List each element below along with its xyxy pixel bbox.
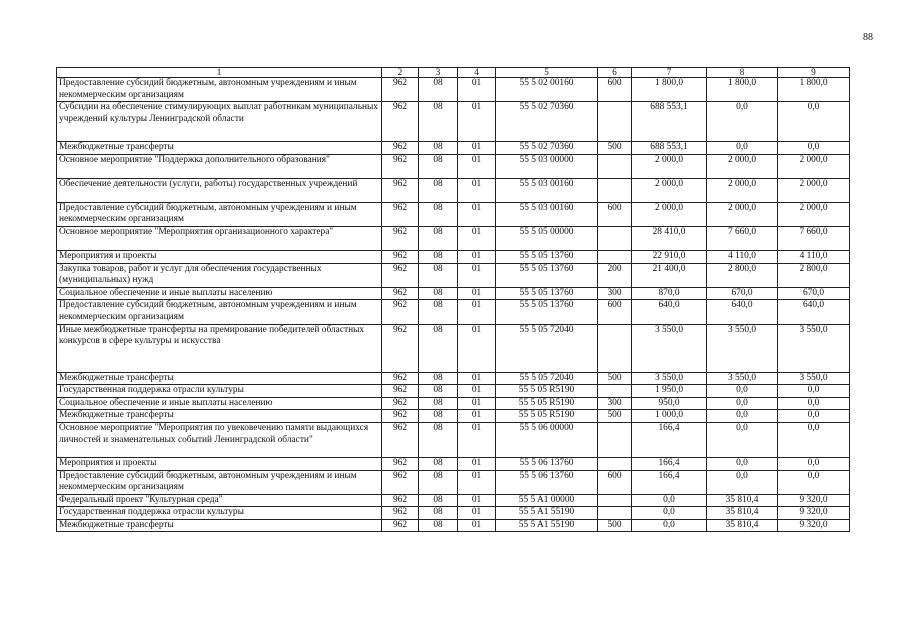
row-name: Государственная поддержка отрасли культуры bbox=[57, 507, 382, 520]
column-header: 7 bbox=[632, 68, 707, 78]
row-target-code: 55 5 05 13760 bbox=[496, 250, 598, 263]
row-amount-col7: 0,0 bbox=[632, 494, 707, 507]
row-admin-code: 962 bbox=[382, 154, 419, 178]
row-expense-type: 500 bbox=[598, 410, 632, 423]
row-amount-col9: 0,0 bbox=[778, 422, 850, 457]
column-header: 3 bbox=[419, 68, 458, 78]
row-amount-col8: 3 550,0 bbox=[707, 372, 778, 385]
row-section: 08 bbox=[419, 287, 458, 300]
row-amount-col9: 2 000,0 bbox=[778, 178, 850, 202]
row-amount-col9: 0,0 bbox=[778, 397, 850, 410]
row-subsection: 01 bbox=[458, 519, 496, 532]
row-expense-type: 600 bbox=[598, 78, 632, 102]
row-subsection: 01 bbox=[458, 263, 496, 287]
row-amount-col7: 166,4 bbox=[632, 457, 707, 470]
row-target-code: 55 5 05 R5190 bbox=[496, 397, 598, 410]
row-amount-col8: 0,0 bbox=[707, 470, 778, 494]
table-row bbox=[57, 470, 850, 494]
row-expense-type bbox=[598, 507, 632, 520]
row-expense-type: 500 bbox=[598, 372, 632, 385]
row-section: 08 bbox=[419, 494, 458, 507]
table-row bbox=[57, 324, 850, 372]
row-expense-type bbox=[598, 226, 632, 250]
row-section: 08 bbox=[419, 410, 458, 423]
table-row bbox=[57, 202, 850, 226]
row-expense-type bbox=[598, 102, 632, 142]
row-amount-col8: 35 810,4 bbox=[707, 507, 778, 520]
row-amount-col9: 3 550,0 bbox=[778, 324, 850, 372]
row-name: Закупка товаров, работ и услуг для обеспечения государственных (муниципальных) нужд bbox=[57, 263, 382, 287]
column-header: 4 bbox=[458, 68, 496, 78]
row-subsection: 01 bbox=[458, 178, 496, 202]
row-admin-code: 962 bbox=[382, 457, 419, 470]
row-admin-code: 962 bbox=[382, 142, 419, 155]
row-section: 08 bbox=[419, 178, 458, 202]
row-name: Межбюджетные трансферты bbox=[57, 372, 382, 385]
row-name: Субсидии на обеспечение стимулирующих выплат работникам муниципальных учреждений культуры Ленинградской области bbox=[57, 102, 382, 142]
row-admin-code: 962 bbox=[382, 263, 419, 287]
table-row bbox=[57, 78, 850, 102]
row-section: 08 bbox=[419, 519, 458, 532]
row-target-code: 55 5 05 00000 bbox=[496, 226, 598, 250]
row-subsection: 01 bbox=[458, 300, 496, 324]
row-name: Предоставление субсидий бюджетным, автономным учреждениям и иным некоммерческим организациям bbox=[57, 202, 382, 226]
row-section: 08 bbox=[419, 457, 458, 470]
table-row bbox=[57, 457, 850, 470]
row-name: Межбюджетные трансферты bbox=[57, 142, 382, 155]
header-row bbox=[57, 68, 850, 78]
row-expense-type: 600 bbox=[598, 470, 632, 494]
row-amount-col8: 670,0 bbox=[707, 287, 778, 300]
row-section: 08 bbox=[419, 263, 458, 287]
row-admin-code: 962 bbox=[382, 385, 419, 398]
row-amount-col7: 2 000,0 bbox=[632, 178, 707, 202]
row-amount-col7: 166,4 bbox=[632, 422, 707, 457]
row-admin-code: 962 bbox=[382, 178, 419, 202]
column-header: 9 bbox=[778, 68, 850, 78]
row-name: Межбюджетные трансферты bbox=[57, 519, 382, 532]
row-amount-col9: 9 320,0 bbox=[778, 507, 850, 520]
row-amount-col8: 0,0 bbox=[707, 410, 778, 423]
row-admin-code: 962 bbox=[382, 226, 419, 250]
row-expense-type bbox=[598, 457, 632, 470]
table-row bbox=[57, 250, 850, 263]
row-expense-type bbox=[598, 324, 632, 372]
row-section: 08 bbox=[419, 372, 458, 385]
row-amount-col8: 7 660,0 bbox=[707, 226, 778, 250]
row-amount-col9: 7 660,0 bbox=[778, 226, 850, 250]
row-amount-col7: 3 550,0 bbox=[632, 324, 707, 372]
row-subsection: 01 bbox=[458, 142, 496, 155]
row-expense-type bbox=[598, 178, 632, 202]
row-amount-col7: 2 000,0 bbox=[632, 202, 707, 226]
row-amount-col7: 2 000,0 bbox=[632, 154, 707, 178]
row-expense-type: 600 bbox=[598, 202, 632, 226]
row-admin-code: 962 bbox=[382, 397, 419, 410]
row-subsection: 01 bbox=[458, 78, 496, 102]
row-amount-col9: 9 320,0 bbox=[778, 494, 850, 507]
table-row bbox=[57, 154, 850, 178]
row-amount-col9: 2 800,0 bbox=[778, 263, 850, 287]
row-subsection: 01 bbox=[458, 324, 496, 372]
row-section: 08 bbox=[419, 324, 458, 372]
table-row bbox=[57, 397, 850, 410]
row-admin-code: 962 bbox=[382, 324, 419, 372]
row-subsection: 01 bbox=[458, 154, 496, 178]
row-subsection: 01 bbox=[458, 410, 496, 423]
row-amount-col9: 4 110,0 bbox=[778, 250, 850, 263]
row-target-code: 55 5 05 R5190 bbox=[496, 410, 598, 423]
row-section: 08 bbox=[419, 142, 458, 155]
row-section: 08 bbox=[419, 507, 458, 520]
row-amount-col7: 1 800,0 bbox=[632, 78, 707, 102]
row-admin-code: 962 bbox=[382, 287, 419, 300]
row-target-code: 55 5 03 00000 bbox=[496, 154, 598, 178]
row-subsection: 01 bbox=[458, 470, 496, 494]
row-expense-type: 500 bbox=[598, 142, 632, 155]
row-subsection: 01 bbox=[458, 372, 496, 385]
row-amount-col9: 1 800,0 bbox=[778, 78, 850, 102]
table-row bbox=[57, 507, 850, 520]
row-target-code: 55 5 06 13760 bbox=[496, 457, 598, 470]
row-target-code: 55 5 A1 00000 bbox=[496, 494, 598, 507]
table-row bbox=[57, 102, 850, 142]
row-amount-col8: 35 810,4 bbox=[707, 494, 778, 507]
row-amount-col8: 0,0 bbox=[707, 142, 778, 155]
row-amount-col7: 950,0 bbox=[632, 397, 707, 410]
row-target-code: 55 5 A1 55190 bbox=[496, 519, 598, 532]
row-admin-code: 962 bbox=[382, 102, 419, 142]
row-amount-col9: 0,0 bbox=[778, 142, 850, 155]
row-amount-col7: 1 950,0 bbox=[632, 385, 707, 398]
row-amount-col8: 0,0 bbox=[707, 385, 778, 398]
row-admin-code: 962 bbox=[382, 372, 419, 385]
row-amount-col9: 2 000,0 bbox=[778, 154, 850, 178]
row-amount-col9: 0,0 bbox=[778, 410, 850, 423]
row-target-code: 55 5 05 13760 bbox=[496, 300, 598, 324]
row-target-code: 55 5 05 13760 bbox=[496, 263, 598, 287]
row-name: Основное мероприятие "Мероприятия организационного характера" bbox=[57, 226, 382, 250]
row-target-code: 55 5 03 00160 bbox=[496, 178, 598, 202]
table-row bbox=[57, 519, 850, 532]
row-admin-code: 962 bbox=[382, 470, 419, 494]
row-amount-col9: 0,0 bbox=[778, 470, 850, 494]
row-amount-col8: 640,0 bbox=[707, 300, 778, 324]
row-name: Предоставление субсидий бюджетным, автономным учреждениям и иным некоммерческим организациям bbox=[57, 470, 382, 494]
row-subsection: 01 bbox=[458, 507, 496, 520]
row-subsection: 01 bbox=[458, 202, 496, 226]
row-subsection: 01 bbox=[458, 397, 496, 410]
row-amount-col9: 0,0 bbox=[778, 385, 850, 398]
row-target-code: 55 5 05 R5190 bbox=[496, 385, 598, 398]
row-section: 08 bbox=[419, 397, 458, 410]
row-expense-type bbox=[598, 422, 632, 457]
row-subsection: 01 bbox=[458, 494, 496, 507]
row-amount-col7: 0,0 bbox=[632, 507, 707, 520]
row-target-code: 55 5 02 70360 bbox=[496, 142, 598, 155]
row-admin-code: 962 bbox=[382, 507, 419, 520]
row-amount-col7: 22 910,0 bbox=[632, 250, 707, 263]
row-amount-col7: 28 410,0 bbox=[632, 226, 707, 250]
row-amount-col8: 0,0 bbox=[707, 422, 778, 457]
row-section: 08 bbox=[419, 385, 458, 398]
row-amount-col7: 688 553,1 bbox=[632, 142, 707, 155]
row-amount-col8: 1 800,0 bbox=[707, 78, 778, 102]
row-admin-code: 962 bbox=[382, 422, 419, 457]
row-subsection: 01 bbox=[458, 287, 496, 300]
row-expense-type: 500 bbox=[598, 519, 632, 532]
column-header: 5 bbox=[496, 68, 598, 78]
row-amount-col8: 35 810,4 bbox=[707, 519, 778, 532]
row-amount-col7: 3 550,0 bbox=[632, 372, 707, 385]
row-amount-col8: 0,0 bbox=[707, 102, 778, 142]
row-target-code: 55 5 06 00000 bbox=[496, 422, 598, 457]
row-admin-code: 962 bbox=[382, 519, 419, 532]
row-expense-type bbox=[598, 494, 632, 507]
row-target-code: 55 5 A1 55190 bbox=[496, 507, 598, 520]
row-amount-col8: 0,0 bbox=[707, 397, 778, 410]
row-amount-col9: 670,0 bbox=[778, 287, 850, 300]
row-section: 08 bbox=[419, 250, 458, 263]
row-amount-col7: 1 000,0 bbox=[632, 410, 707, 423]
row-section: 08 bbox=[419, 154, 458, 178]
row-amount-col9: 0,0 bbox=[778, 102, 850, 142]
page-number: 88 bbox=[863, 32, 873, 43]
row-expense-type bbox=[598, 154, 632, 178]
row-name: Обеспечение деятельности (услуги, работы) государственных учреждений bbox=[57, 178, 382, 202]
row-name: Социальное обеспечение и иные выплаты населению bbox=[57, 287, 382, 300]
row-expense-type: 200 bbox=[598, 263, 632, 287]
row-admin-code: 962 bbox=[382, 202, 419, 226]
row-amount-col8: 2 000,0 bbox=[707, 178, 778, 202]
row-section: 08 bbox=[419, 102, 458, 142]
table-row bbox=[57, 422, 850, 457]
row-section: 08 bbox=[419, 470, 458, 494]
row-target-code: 55 5 05 72040 bbox=[496, 372, 598, 385]
row-target-code: 55 5 05 72040 bbox=[496, 324, 598, 372]
row-amount-col9: 640,0 bbox=[778, 300, 850, 324]
row-section: 08 bbox=[419, 202, 458, 226]
row-target-code: 55 5 03 00160 bbox=[496, 202, 598, 226]
row-target-code: 55 5 02 70360 bbox=[496, 102, 598, 142]
table-row bbox=[57, 494, 850, 507]
row-name: Предоставление субсидий бюджетным, автономным учреждениям и иным некоммерческим организациям bbox=[57, 300, 382, 324]
row-name: Основное мероприятие "Мероприятия по увековечению памяти выдающихся личностей и знаменательных событий Ленинградской области" bbox=[57, 422, 382, 457]
row-name: Мероприятия и проекты bbox=[57, 250, 382, 263]
row-name: Социальное обеспечение и иные выплаты населению bbox=[57, 397, 382, 410]
row-target-code: 55 5 05 13760 bbox=[496, 287, 598, 300]
row-amount-col7: 640,0 bbox=[632, 300, 707, 324]
row-subsection: 01 bbox=[458, 457, 496, 470]
row-amount-col7: 688 553,1 bbox=[632, 102, 707, 142]
row-amount-col8: 2 800,0 bbox=[707, 263, 778, 287]
table-row bbox=[57, 263, 850, 287]
table-row bbox=[57, 142, 850, 155]
row-section: 08 bbox=[419, 226, 458, 250]
row-admin-code: 962 bbox=[382, 78, 419, 102]
table-row bbox=[57, 178, 850, 202]
column-header: 2 bbox=[382, 68, 419, 78]
row-admin-code: 962 bbox=[382, 250, 419, 263]
row-name: Государственная поддержка отрасли культуры bbox=[57, 385, 382, 398]
row-expense-type bbox=[598, 385, 632, 398]
row-subsection: 01 bbox=[458, 250, 496, 263]
row-target-code: 55 5 02 00160 bbox=[496, 78, 598, 102]
row-expense-type: 300 bbox=[598, 287, 632, 300]
row-amount-col8: 3 550,0 bbox=[707, 324, 778, 372]
row-subsection: 01 bbox=[458, 385, 496, 398]
row-subsection: 01 bbox=[458, 102, 496, 142]
budget-table bbox=[56, 67, 850, 532]
row-admin-code: 962 bbox=[382, 494, 419, 507]
table-row bbox=[57, 372, 850, 385]
table-row bbox=[57, 410, 850, 423]
row-name: Основное мероприятие "Поддержка дополнительного образования" bbox=[57, 154, 382, 178]
row-admin-code: 962 bbox=[382, 300, 419, 324]
row-amount-col9: 3 550,0 bbox=[778, 372, 850, 385]
column-header: 1 bbox=[57, 68, 382, 78]
row-target-code: 55 5 06 13760 bbox=[496, 470, 598, 494]
table-row bbox=[57, 300, 850, 324]
row-amount-col7: 166,4 bbox=[632, 470, 707, 494]
row-amount-col8: 4 110,0 bbox=[707, 250, 778, 263]
table-row bbox=[57, 287, 850, 300]
row-name: Межбюджетные трансферты bbox=[57, 410, 382, 423]
row-expense-type: 300 bbox=[598, 397, 632, 410]
row-amount-col9: 0,0 bbox=[778, 457, 850, 470]
row-name: Мероприятия и проекты bbox=[57, 457, 382, 470]
row-amount-col9: 9 320,0 bbox=[778, 519, 850, 532]
row-section: 08 bbox=[419, 78, 458, 102]
row-subsection: 01 bbox=[458, 422, 496, 457]
row-section: 08 bbox=[419, 300, 458, 324]
row-amount-col9: 2 000,0 bbox=[778, 202, 850, 226]
row-section: 08 bbox=[419, 422, 458, 457]
row-subsection: 01 bbox=[458, 226, 496, 250]
row-amount-col8: 0,0 bbox=[707, 457, 778, 470]
row-amount-col7: 870,0 bbox=[632, 287, 707, 300]
column-header: 6 bbox=[598, 68, 632, 78]
row-name: Федеральный проект "Культурная среда" bbox=[57, 494, 382, 507]
row-amount-col7: 0,0 bbox=[632, 519, 707, 532]
row-name: Иные межбюджетные трансферты на премирование победителей областных конкурсов в сфере культуры и искусства bbox=[57, 324, 382, 372]
column-header: 8 bbox=[707, 68, 778, 78]
row-amount-col8: 2 000,0 bbox=[707, 154, 778, 178]
row-amount-col7: 21 400,0 bbox=[632, 263, 707, 287]
row-amount-col8: 2 000,0 bbox=[707, 202, 778, 226]
row-admin-code: 962 bbox=[382, 410, 419, 423]
table-row bbox=[57, 226, 850, 250]
row-name: Предоставление субсидий бюджетным, автономным учреждениям и иным некоммерческим организациям bbox=[57, 78, 382, 102]
table-row bbox=[57, 385, 850, 398]
row-expense-type: 600 bbox=[598, 300, 632, 324]
row-expense-type bbox=[598, 250, 632, 263]
